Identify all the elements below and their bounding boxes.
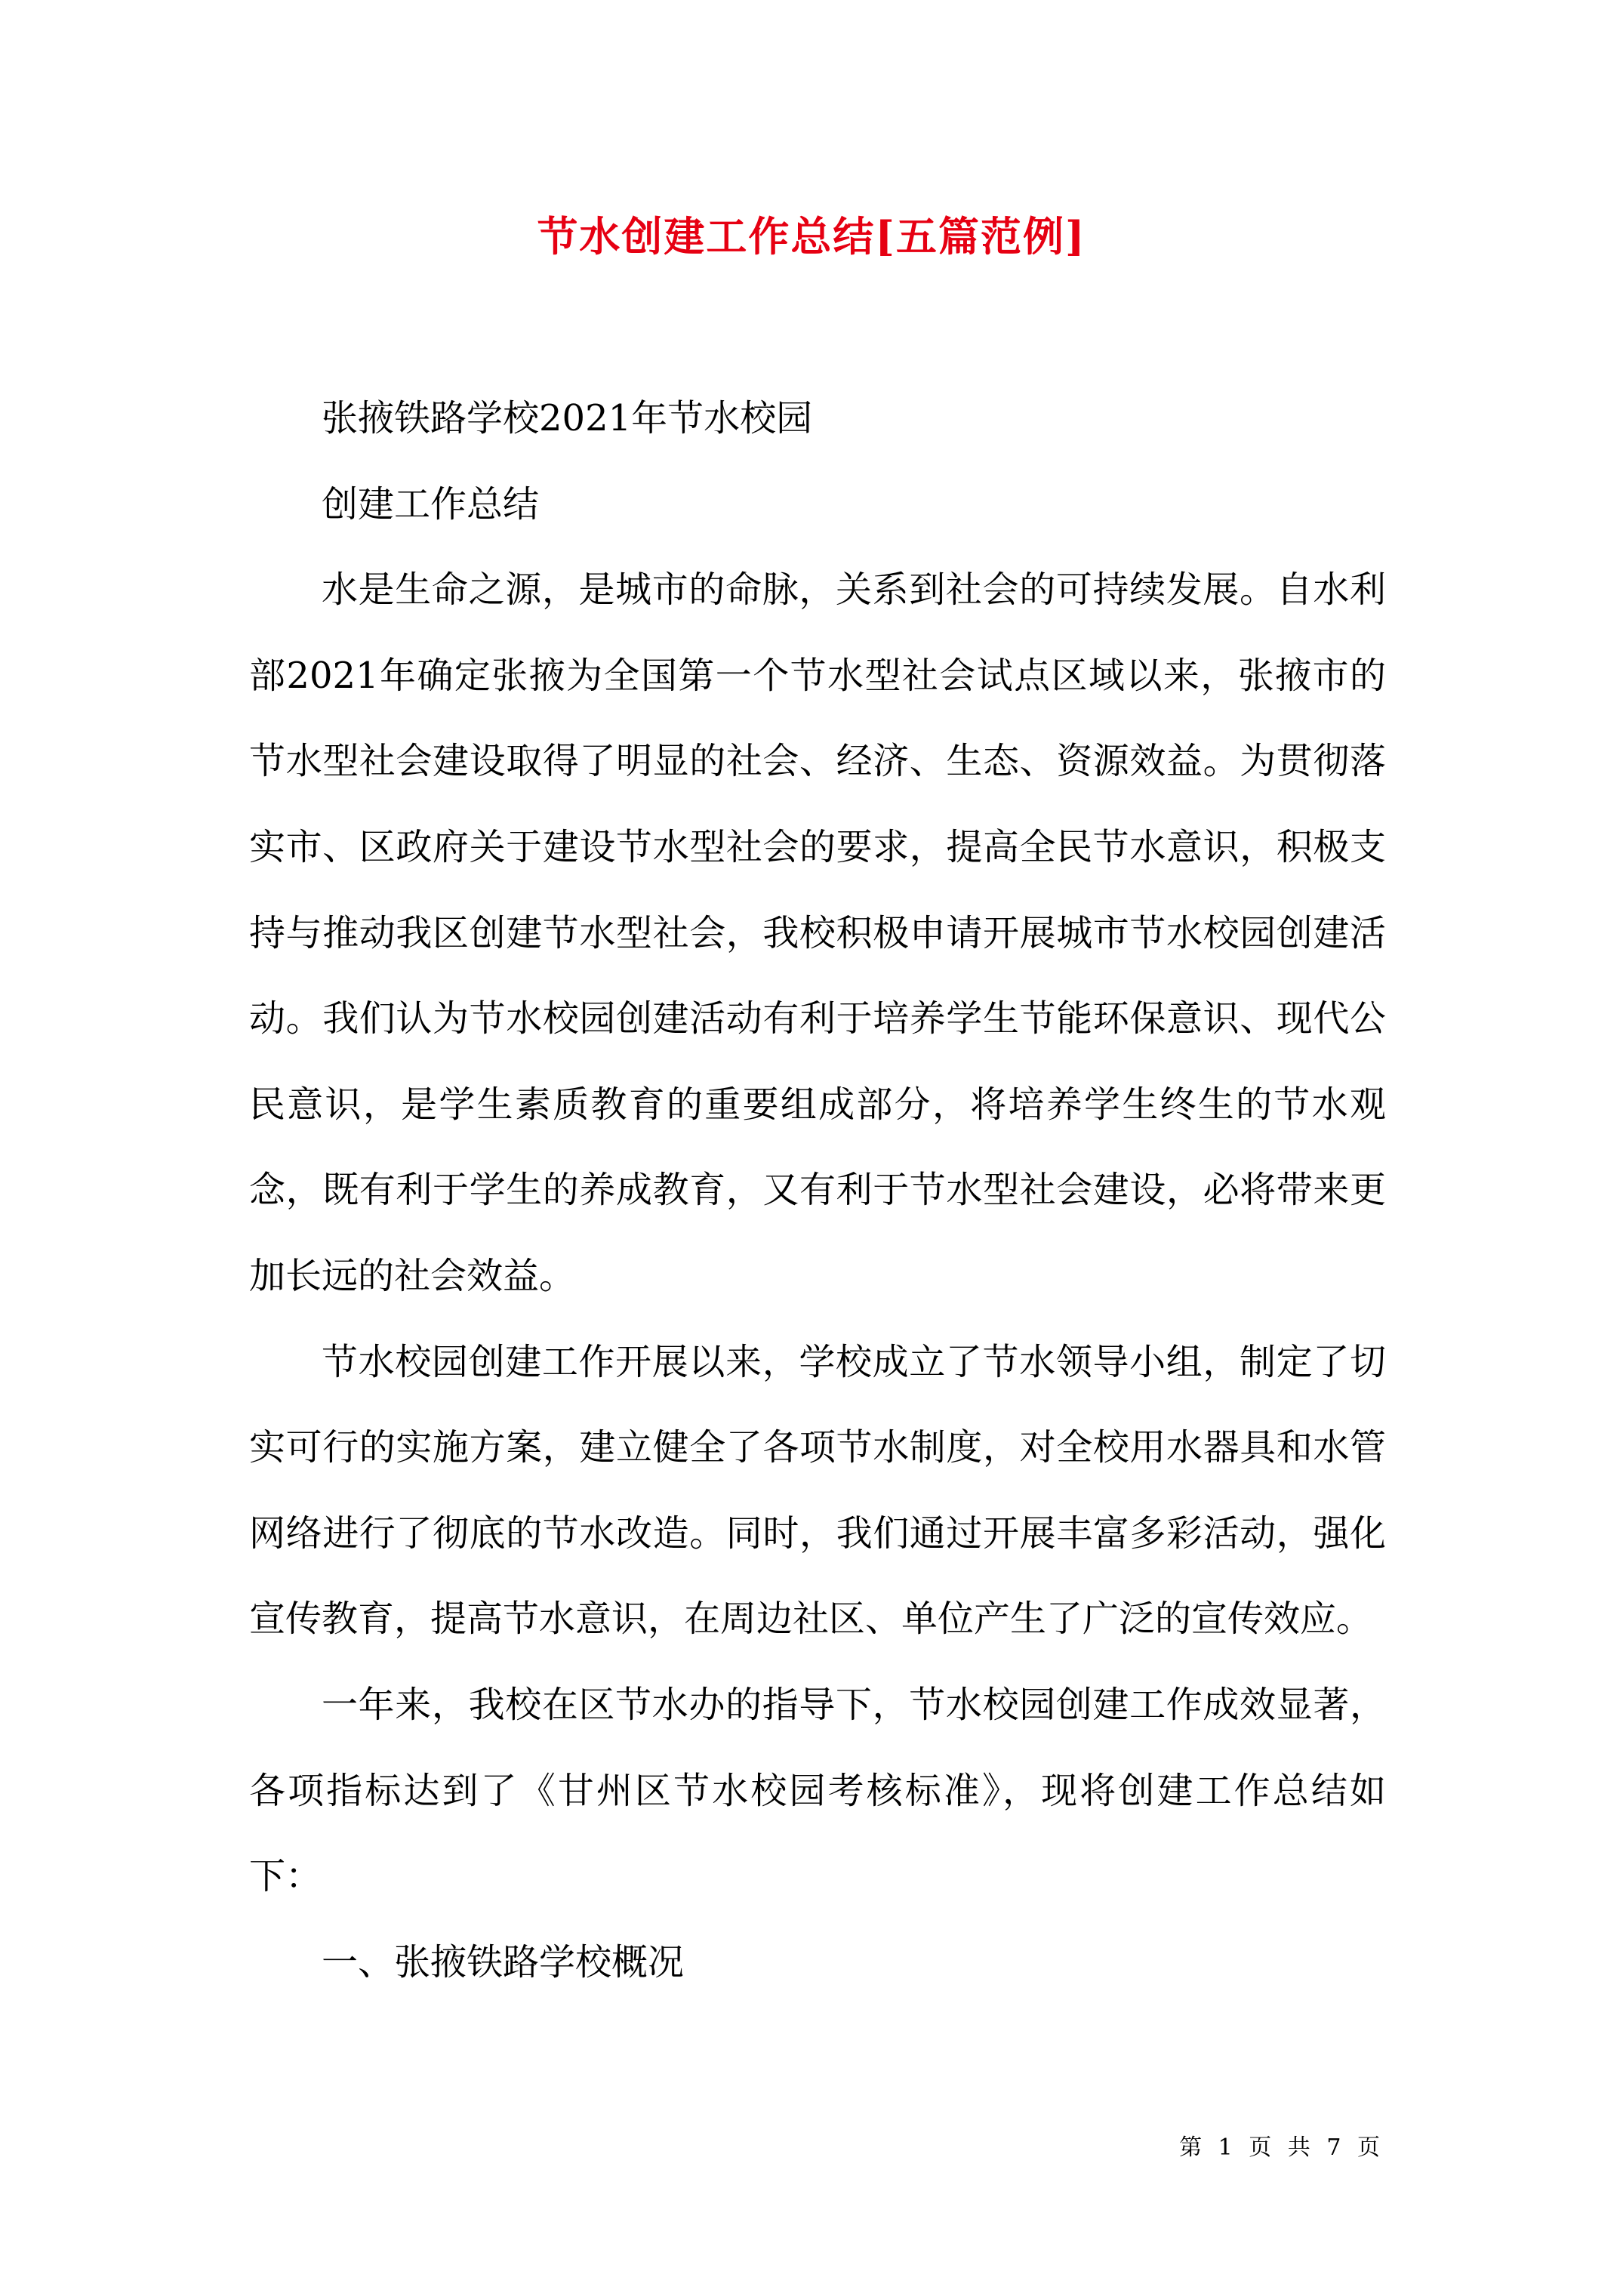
subtitle-line: 创建工作总结 [322, 482, 540, 525]
footer-middle: 页 共 [1249, 2134, 1315, 2161]
section-heading: 一、张掖铁路学校概况 [322, 1940, 685, 1983]
school-name-line: 张掖铁路学校2021年节水校园 [322, 397, 813, 439]
footer-total-pages: 7 [1326, 2134, 1346, 2161]
footer-prefix: 第 [1179, 2134, 1207, 2161]
document-body [249, 376, 1386, 2005]
document-title: 节水创建工作总结[五篇范例] [537, 212, 1086, 260]
summary-paragraph: 一年来，我校在区节水办的指导下，节水校园创建工作成效显著，各项指标达到了《甘州区节水校园考核标准》，现将创建工作总结如下： [249, 1683, 1386, 1898]
footer-current-page: 1 [1218, 2134, 1237, 2161]
page-number-footer [0, 2133, 1623, 2163]
footer-suffix: 页 [1357, 2134, 1384, 2161]
intro-paragraph: 水是生命之源，是城市的命脉，关系到社会的可持续发展。自水利部2021年确定张掖为全国第一个节水型社会试点区域以来，张掖市的节水型社会建设取得了明显的社会、经济、生态、资源效益。为贯彻落实市、区政府关于建设节水型社会的要求，提高全民节水意识，积极支持与推动我区创建节水型社会，我校积极申请开展城市节水校园创建活动。我们认为节水校园创建活动有利于培养学生节能环保意识、现代公民意识，是学生素质教育的重要组成部分，将培养学生终生的节水观念，既有利于学生的养成教育，又有利于节水型社会建设，必将带来更加长远的社会效益。 [249, 569, 1386, 1297]
progress-paragraph: 节水校园创建工作开展以来，学校成立了节水领导小组，制定了切实可行的实施方案，建立健全了各项节水制度，对全校用水器具和水管网络进行了彻底的节水改造。同时，我们通过开展丰富多彩活动，强化宣传教育，提高节水意识，在周边社区、单位产生了广泛的宣传效应。 [249, 1340, 1386, 1641]
